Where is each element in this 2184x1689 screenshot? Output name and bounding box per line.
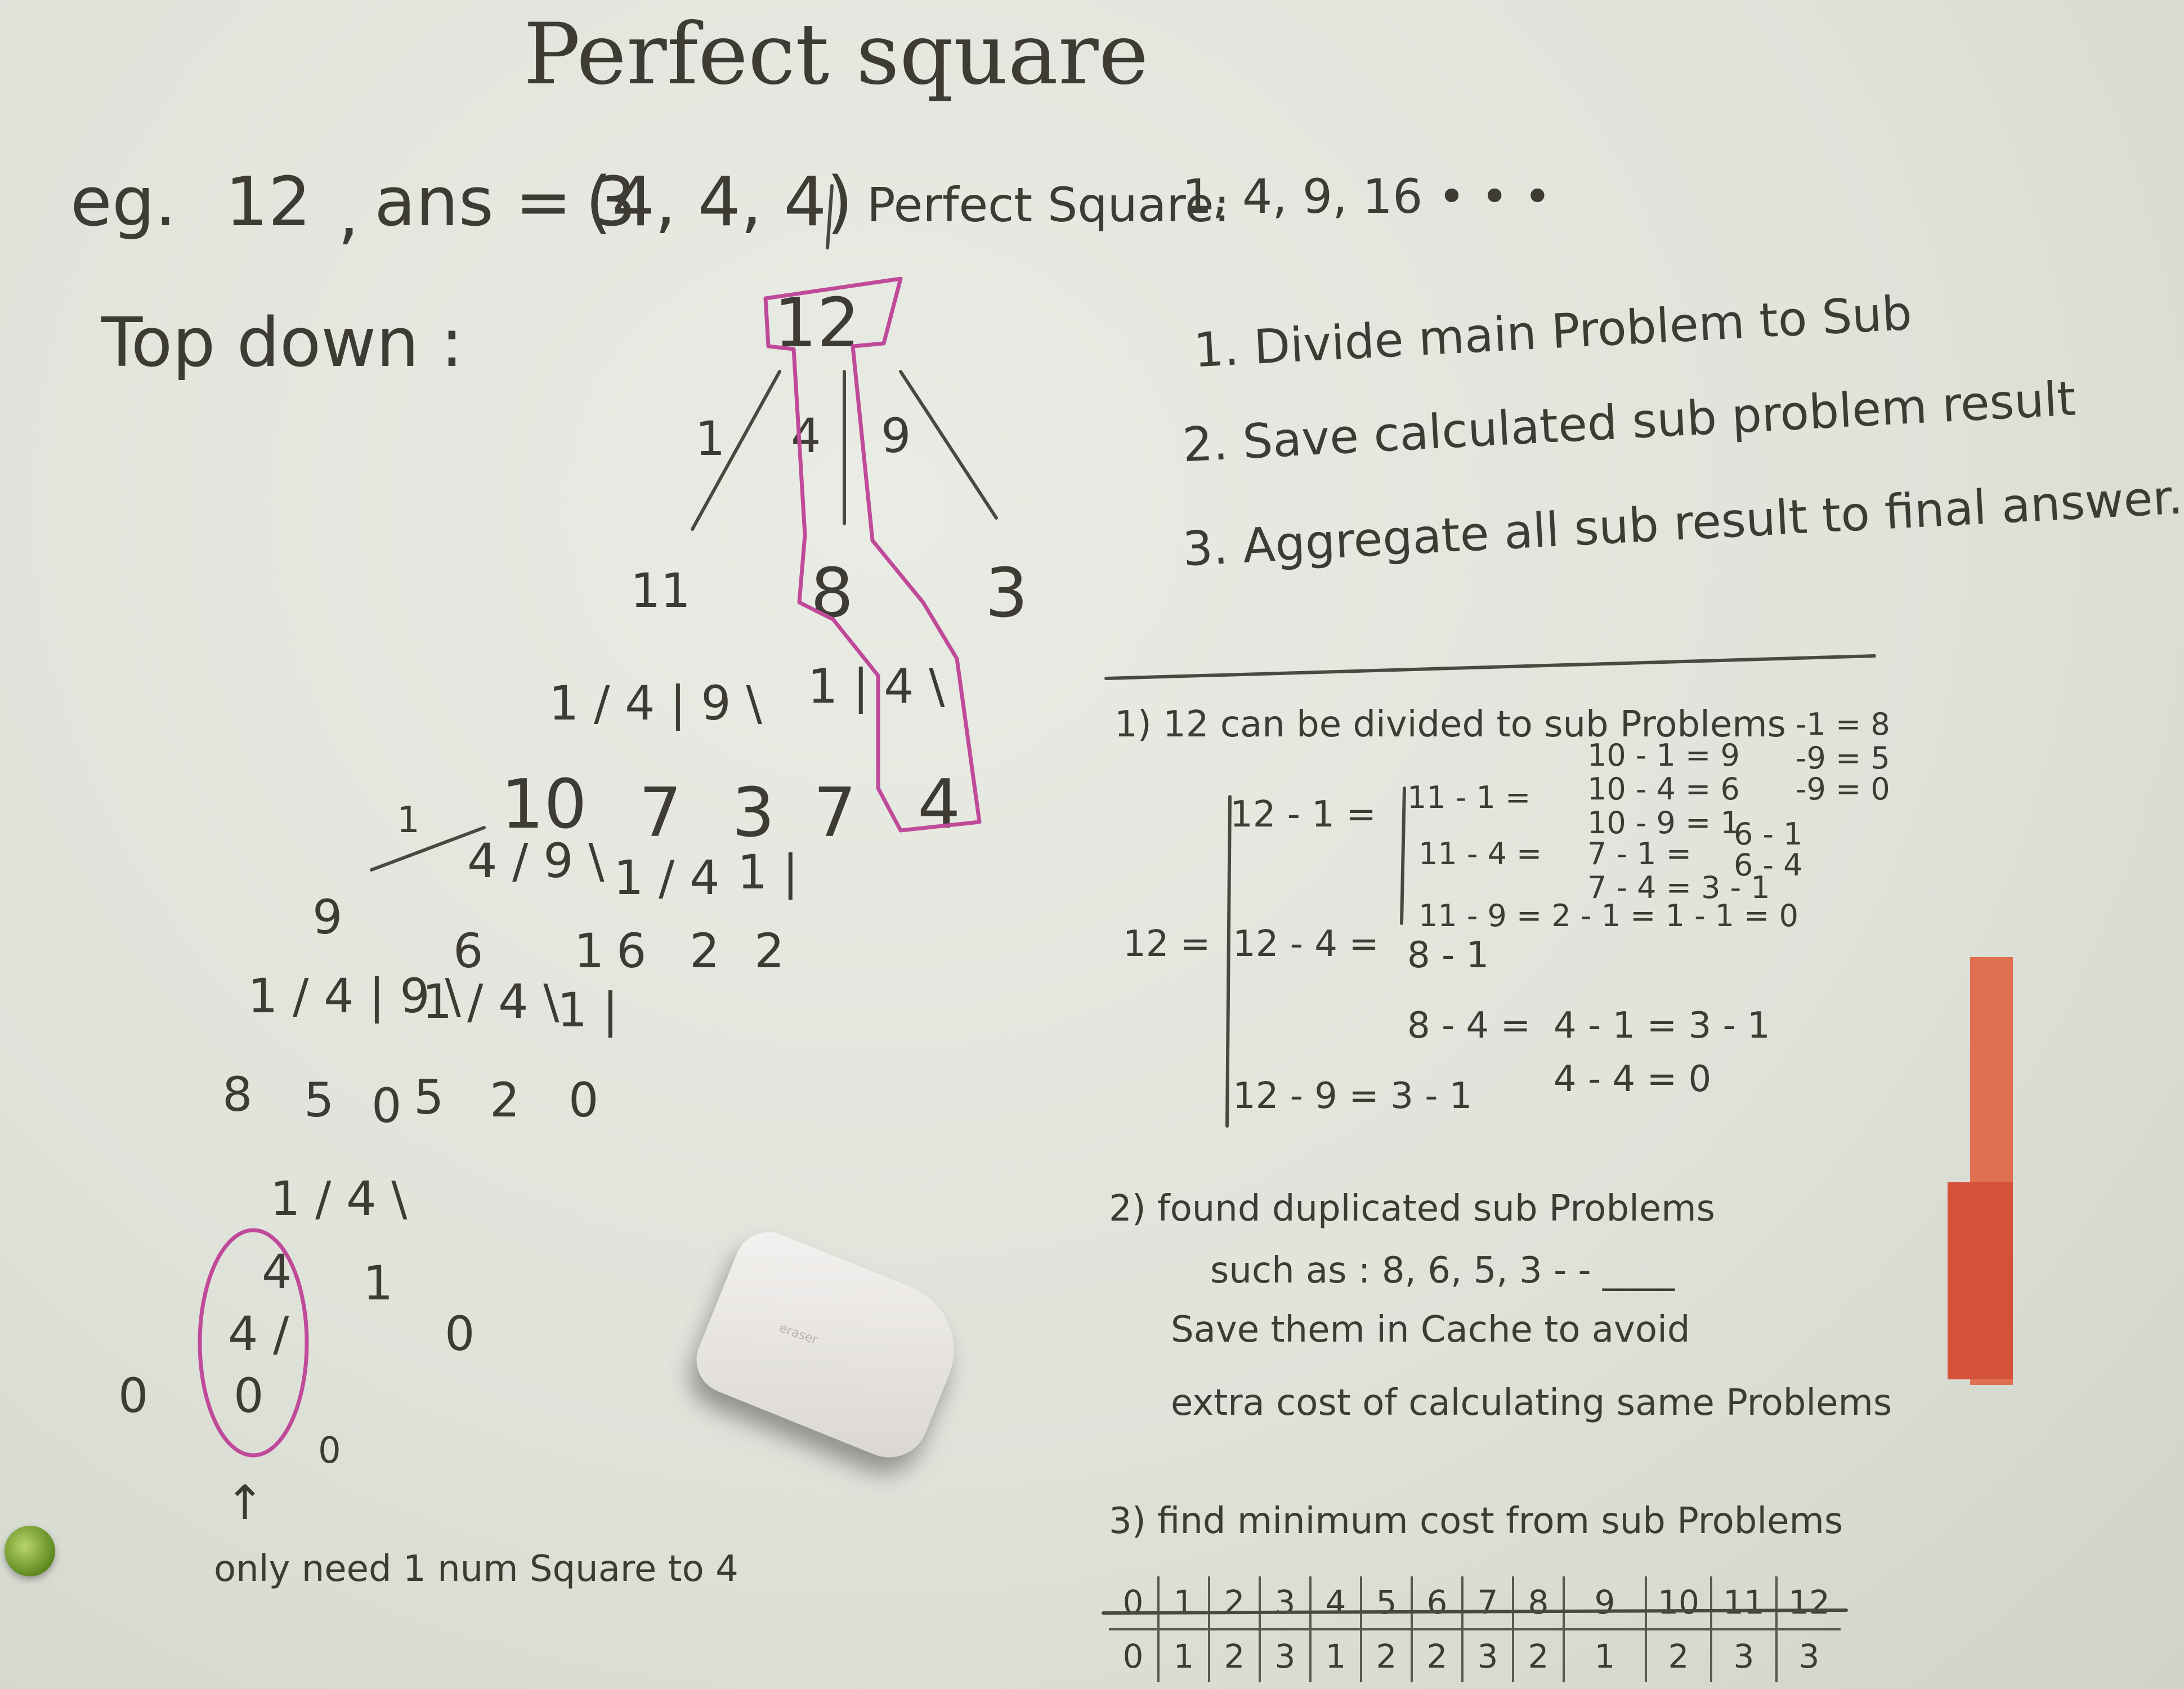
leaf-circle-4slash: 4 / <box>228 1306 289 1361</box>
tree-l2-edges-a: 1 / 4 | 9 \ <box>549 676 762 731</box>
step-2: 2. Save calculated sub problem result <box>1181 370 2078 473</box>
tree-edge-4: 4 <box>791 408 821 463</box>
tree-l3-node-1: 1 <box>574 923 605 978</box>
tree-l3-node-2a: 2 <box>690 923 720 978</box>
dp-index: 7 <box>1462 1576 1513 1629</box>
example-n: 12 <box>225 163 311 242</box>
dp-value: 1 <box>1158 1629 1209 1682</box>
dp-value: 0 <box>1122 1637 1144 1675</box>
tree-l4-edges-c: 1 | <box>557 982 619 1038</box>
example-comma: , <box>338 175 360 253</box>
dp-index: 2 <box>1209 1576 1260 1629</box>
tree-l5-edges: 1 / 4 \ <box>270 1171 408 1226</box>
dp-index: 10 <box>1646 1576 1711 1629</box>
detail-b1: 12 - 1 = <box>1230 794 1376 835</box>
dp-value: 2 <box>1209 1629 1260 1682</box>
tree-l2-node-10: 10 <box>501 766 587 844</box>
dp-index: 3 <box>1260 1576 1310 1629</box>
step-3: 3. Aggregate all sub result to final answer. <box>1181 469 2184 577</box>
approach-label: Top down : <box>101 304 464 382</box>
tree-node-8: 8 <box>811 555 854 633</box>
tree-l2-node-7a: 7 <box>639 774 682 852</box>
tree-l3-node-6b: 6 <box>616 923 647 978</box>
table-rule <box>1103 1610 1846 1613</box>
tree-l4-node-8: 8 <box>222 1067 253 1122</box>
step-1: 1. Divide main Problem to Sub <box>1192 285 1913 378</box>
section3-head: 3) find minimum cost from sub Problems <box>1109 1500 1843 1542</box>
detail-top-right-2: -9 = 5 <box>1796 740 1890 776</box>
detail-top-right-3: -9 = 0 <box>1796 771 1890 807</box>
sticky-note <box>1948 1182 2013 1379</box>
tree-l2-node-7b: 7 <box>813 774 857 852</box>
tree-l2-edges-b: 1 | 4 \ <box>808 659 945 714</box>
section2-extra: extra cost of calculating same Problems <box>1171 1382 1892 1424</box>
leaf-one: 1 <box>363 1255 393 1311</box>
tree-l4-node-5b: 5 <box>414 1070 444 1125</box>
tree-edge-9: 9 <box>881 408 911 463</box>
tree-l3-edges-a: 4 / 9 \ <box>467 833 605 888</box>
detail-b2-subsub-1: 4 - 1 = 3 - 1 <box>1554 1005 1770 1047</box>
tree-l4-edges-a: 1 / 4 | 9 \ <box>248 968 461 1024</box>
dp-index: 11 <box>1711 1576 1776 1629</box>
dp-value: 3 <box>1776 1629 1841 1682</box>
squares-label: Perfect Square: <box>867 177 1230 233</box>
tree-l4-node-0a: 0 <box>372 1078 402 1133</box>
detail-b1-sub2-2: 7 - 4 = 3 - 1 <box>1587 870 1770 905</box>
detail-b2-subsub-2: 4 - 4 = 0 <box>1554 1058 1712 1100</box>
tree-node-3: 3 <box>985 555 1028 633</box>
dp-value: 2 <box>1646 1629 1711 1682</box>
detail-twelve-eq: 12 = <box>1123 923 1211 965</box>
tree-l3-node-6: 6 <box>453 923 484 978</box>
example-combo: (4, 4, 4) <box>585 163 853 242</box>
tree-l2-node-3: 3 <box>732 774 775 852</box>
section2-head: 2) found duplicated sub Problems <box>1109 1188 1715 1230</box>
dp-value: 1 <box>1310 1629 1361 1682</box>
leaf-zero-c: 0 <box>318 1430 341 1472</box>
detail-b1-sub2-tail-2: 6 - 4 <box>1734 847 1803 883</box>
detail-b1-sub-1: 11 - 1 = <box>1407 780 1531 815</box>
detail-b1-subsub-2: 10 - 4 = 6 <box>1587 771 1740 807</box>
tree-edge-line <box>901 372 996 518</box>
magnet <box>5 1526 55 1576</box>
detail-top-right-1: -1 = 8 <box>1796 707 1890 742</box>
dp-index: 5 <box>1361 1576 1412 1629</box>
leaf-zero-a: 0 <box>118 1368 149 1423</box>
example-eg: eg. <box>70 163 177 242</box>
tree-l4-node-2: 2 <box>490 1073 520 1128</box>
detail-b3: 12 - 9 = 3 - 1 <box>1233 1075 1473 1117</box>
dp-index: 4 <box>1310 1576 1361 1629</box>
arrow-up-icon: ↑ <box>225 1475 265 1530</box>
tree-edge-line <box>692 372 780 529</box>
dp-value: 2 <box>1412 1629 1462 1682</box>
dp-value: 3 <box>1260 1629 1310 1682</box>
detail-b1-sub-3: 11 - 9 = 2 - 1 = 1 - 1 = 0 <box>1418 898 1799 933</box>
tree-edge-line <box>372 828 484 870</box>
tree-l3-node-2b: 2 <box>754 923 785 978</box>
tree-l4-node-5a: 5 <box>304 1073 334 1128</box>
tree-edge-1: 1 <box>695 411 726 466</box>
detail-b1-sub2-1: 7 - 1 = <box>1587 836 1691 872</box>
section2-such: such as : 8, 6, 5, 3 - - ____ <box>1210 1250 1675 1292</box>
tree-l3-edges-b: 1 / 4 <box>614 850 720 905</box>
leaf-circle-4: 4 <box>262 1244 292 1299</box>
leaf-circle-0: 0 <box>234 1368 264 1423</box>
detail-b1-sub-2: 11 - 4 = <box>1418 836 1542 872</box>
vertical-divider <box>827 186 832 248</box>
page-title: Perfect square <box>523 6 1149 104</box>
dp-value: 2 <box>1361 1629 1412 1682</box>
tree-root: 12 <box>774 284 860 363</box>
detail-line1: 1) 12 can be divided to sub Problems <box>1115 704 1786 745</box>
tree-node-11: 11 <box>630 563 691 618</box>
tree-l4-node-0b: 0 <box>569 1073 599 1128</box>
tree-l3-edges-c: 1 | <box>737 844 799 900</box>
dp-index: 1 <box>1158 1576 1209 1629</box>
dp-index: 0 <box>1109 1576 1158 1629</box>
detail-b1-sub2-tail-1: 6 - 1 <box>1734 816 1803 852</box>
detail-b2: 12 - 4 = <box>1233 923 1379 965</box>
tree-note: only need 1 num Square to 4 <box>214 1548 739 1590</box>
detail-b2-sub-1: 8 - 1 <box>1407 935 1489 976</box>
dp-index: 12 <box>1776 1576 1841 1629</box>
dp-value: 2 <box>1513 1629 1564 1682</box>
section-divider <box>1106 656 1874 678</box>
bracket-line <box>1227 797 1230 1126</box>
dp-value: 3 <box>1462 1629 1513 1682</box>
tree-l3-edge-one: 1 <box>397 799 420 841</box>
dp-index: 9 <box>1564 1576 1646 1629</box>
example-ans: ans = 3 <box>374 163 637 242</box>
dp-index: 6 <box>1412 1576 1462 1629</box>
detail-b1-subsub-3: 10 - 9 = 1 <box>1587 805 1740 841</box>
tree-l3-node-9: 9 <box>312 890 343 945</box>
bracket-line <box>1402 788 1404 923</box>
section2-save: Save them in Cache to avoid <box>1171 1309 1690 1351</box>
detail-b1-subsub-1: 10 - 1 = 9 <box>1587 738 1740 773</box>
eraser-label: eraser <box>777 1321 820 1348</box>
dp-value: 1 <box>1564 1629 1646 1682</box>
squares-list: 1, 4, 9, 16 • • • <box>1182 169 1552 224</box>
tree-l2-node-4: 4 <box>918 766 961 844</box>
leaf-zero-b: 0 <box>445 1306 475 1361</box>
dp-index: 8 <box>1513 1576 1564 1629</box>
dp-value: 3 <box>1711 1629 1776 1682</box>
tree-l4-edges-b: 1 / 4 \ <box>422 974 560 1029</box>
detail-b2-sub-2: 8 - 4 = <box>1407 1005 1531 1047</box>
